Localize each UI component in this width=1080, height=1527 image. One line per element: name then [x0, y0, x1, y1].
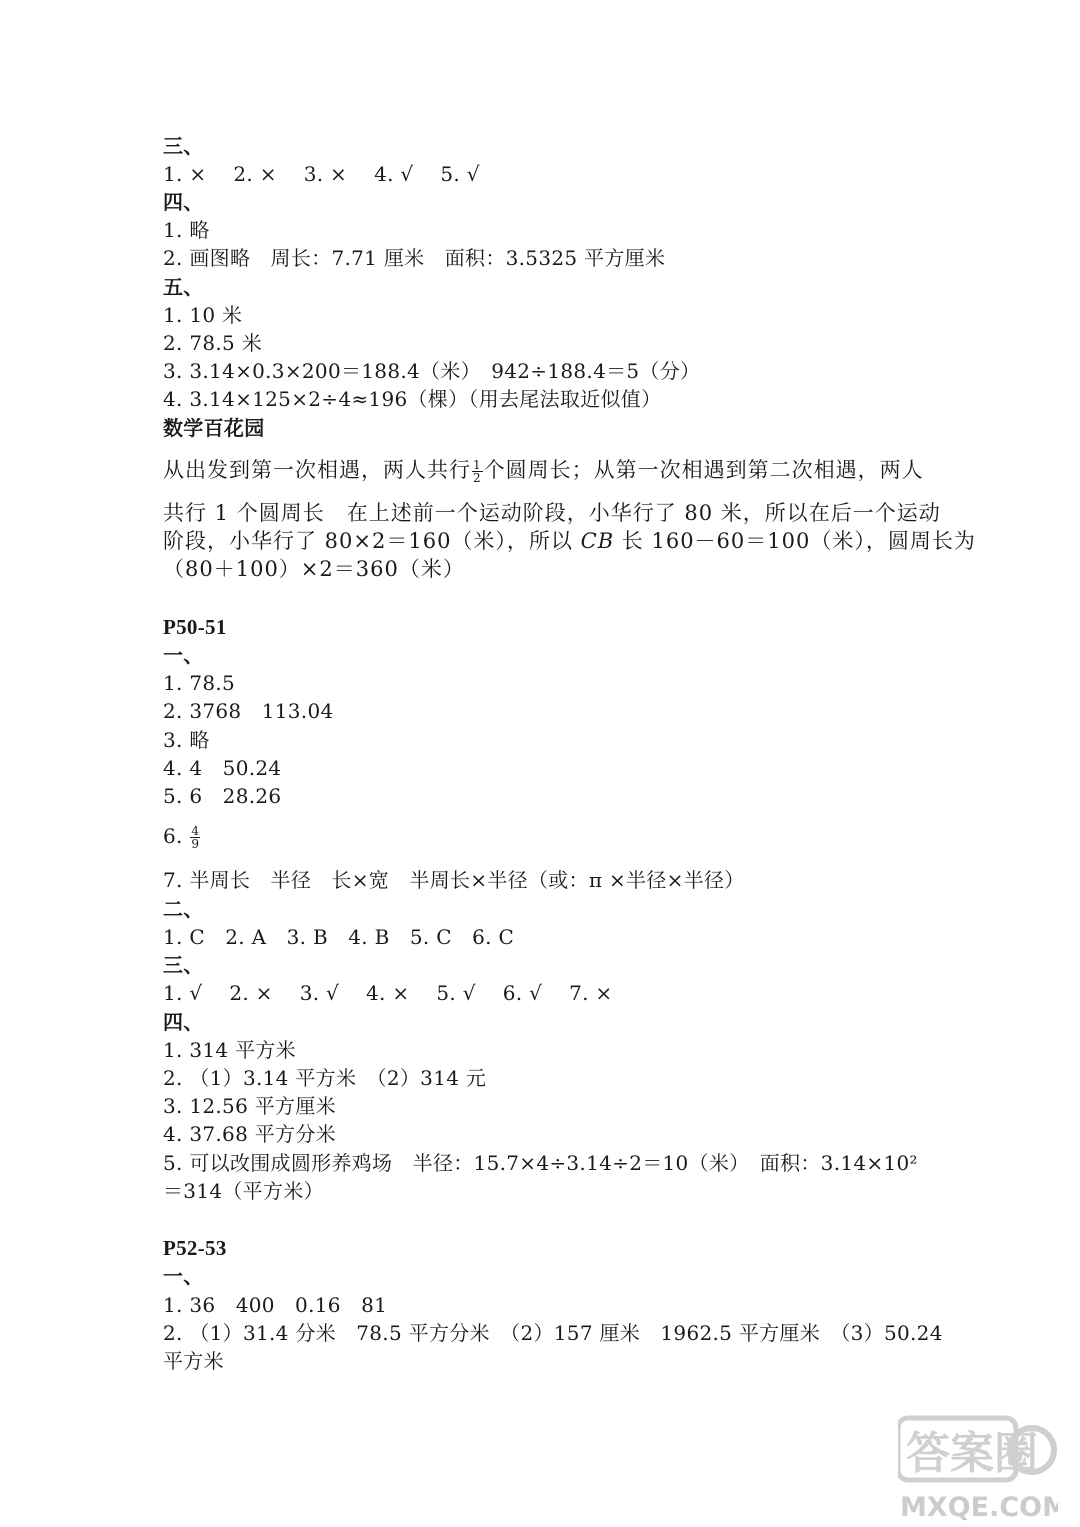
multiple-choice-answers: 1. C 2. A 3. B 4. B 5. C 6. C	[163, 925, 515, 949]
page-label: P50-51	[163, 615, 227, 639]
watermark-text-en: MXQE.COM	[900, 1492, 1058, 1522]
section-title-math-garden: 数学百花园	[163, 416, 265, 440]
answer-line: 4. 3.14×125×2÷4≈196（棵）（用去尾法取近似值）	[163, 387, 662, 411]
answer-line-continuation: 平方米	[163, 1349, 224, 1373]
answer-line: 2. （1）3.14 平方米 （2）314 元	[163, 1066, 487, 1090]
answer-line: 2. 78.5 米	[163, 331, 263, 355]
fraction-denominator: 9	[191, 837, 200, 851]
section-heading-2: 二、	[163, 897, 204, 921]
true-false-answers: 1. √ 2. × 3. √ 4. × 5. √ 6. √ 7. ×	[163, 981, 613, 1005]
answer-line: 2. 画图略 周长：7.71 厘米 面积：3.5325 平方厘米	[163, 246, 666, 270]
answer-line: 3. 12.56 平方厘米	[163, 1094, 336, 1118]
answer-line: 5. 6 28.26	[163, 784, 282, 808]
watermark-logo	[898, 1410, 1058, 1522]
garden-paragraph-line	[163, 528, 976, 554]
item-number: 6.	[163, 824, 183, 848]
true-false-answers: 1. × 2. × 3. × 4. √ 5. √	[163, 162, 480, 186]
page-label: P52-53	[163, 1236, 227, 1260]
watermark-text-cn: 答案圈	[906, 1428, 1038, 1479]
answer-line: 1. 10 米	[163, 303, 243, 327]
answer-line: 1. 36 400 0.16 81	[163, 1293, 388, 1317]
answer-line-continuation: ＝314（平方米）	[163, 1179, 324, 1203]
answer-line: 3. 3.14×0.3×200＝188.4（米） 942÷188.4＝5（分）	[163, 359, 701, 383]
fraction-numerator: 4	[191, 824, 200, 838]
answer-line: 7. 半周长 半径 长×宽 半周长×半径（或：π ×半径×半径）	[163, 868, 745, 892]
section-heading-5: 五、	[163, 275, 204, 299]
garden-paragraph-line	[163, 457, 924, 484]
answer-line: 1. 略	[163, 218, 210, 242]
garden-paragraph-line: 共行 1 个圆周长 在上述前一个运动阶段，小华行了 80 米，所以在后一个运动	[163, 501, 941, 525]
answer-line: 1. 314 平方米	[163, 1038, 296, 1062]
answer-line-fraction	[163, 823, 201, 850]
answer-line: 5. 可以改围成圆形养鸡场 半径：15.7×4÷3.14÷2＝10（米） 面积：3.14×10²	[163, 1151, 918, 1175]
section-heading-3: 三、	[163, 134, 204, 158]
section-heading-1: 一、	[163, 1264, 204, 1288]
section-heading-4: 四、	[163, 1010, 204, 1034]
section-heading-4: 四、	[163, 190, 204, 214]
paragraph-text: 阶段，小华行了 80×2＝160（米），所以	[163, 529, 581, 553]
fraction-denominator: 2	[473, 471, 482, 485]
answer-line: 2. （1）31.4 分米 78.5 平方分米 （2）157 厘米 1962.5 平方厘米 （3）50.24	[163, 1321, 943, 1345]
watermark-graphic	[898, 1410, 1058, 1522]
fraction	[190, 825, 200, 850]
answer-line: 3. 略	[163, 728, 210, 752]
answer-line: 4. 37.68 平方分米	[163, 1122, 336, 1146]
garden-paragraph-line: （80＋100）×2＝360（米）	[163, 557, 465, 581]
fraction	[472, 459, 483, 484]
fraction-numerator: 1	[473, 458, 482, 472]
paragraph-text: 个圆周长；从第一次相遇到第二次相遇，两人	[483, 458, 924, 482]
answer-line: 1. 78.5	[163, 671, 236, 695]
section-heading-3: 三、	[163, 953, 204, 977]
paragraph-text: 从出发到第一次相遇，两人共行	[163, 458, 471, 482]
section-heading-1: 一、	[163, 643, 204, 667]
answer-line: 4. 4 50.24	[163, 756, 282, 780]
paragraph-text: 长 160－60＝100（米），圆周长为	[614, 529, 976, 553]
answer-line: 2. 3768 113.04	[163, 699, 334, 723]
segment-label: CB	[580, 529, 615, 553]
